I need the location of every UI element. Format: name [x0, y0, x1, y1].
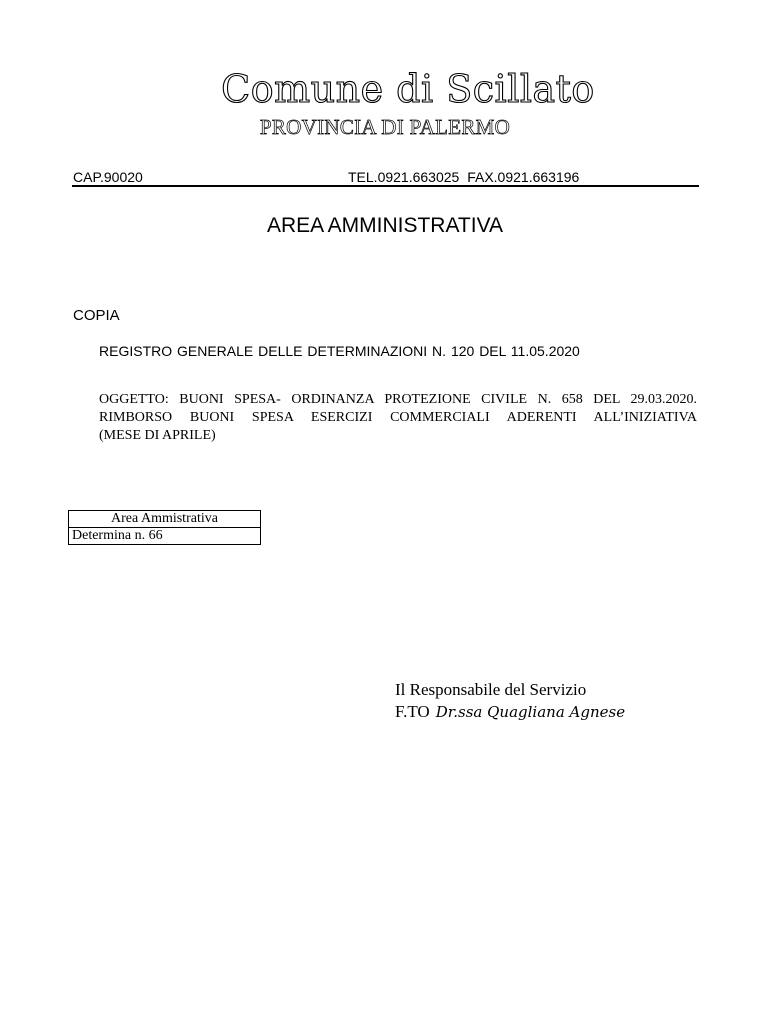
signatory-name: Dr.ssa Quagliana Agnese [435, 703, 626, 721]
subject-line-1: OGGETTO: BUONI SPESA- ORDINANZA PROTEZIONE CIVILE N. 658 DEL 29.03.2020. [99, 392, 697, 407]
stamp-area: Area Ammistrativa [69, 511, 261, 528]
copy-label: COPIA [73, 307, 120, 324]
signature-prefix: F.TO [395, 702, 430, 721]
municipality-title: Comune di Scillato [221, 67, 595, 111]
subject-line-3: (MESE DI APRILE) [99, 428, 216, 443]
postal-code: CAP.90020 [73, 169, 143, 185]
subject-line-2: RIMBORSO BUONI SPESA ESERCIZI COMMERCIALI ADERENTI ALL’INIZIATIVA [99, 410, 697, 425]
registry-reference: REGISTRO GENERALE DELLE DETERMINAZIONI N. 120 DEL 11.05.2020 [99, 343, 580, 359]
province-name: PROVINCIA DI PALERMO [259, 115, 511, 139]
phone-fax: TEL.0921.663025 FAX.0921.663196 [348, 169, 580, 185]
signature-line [395, 702, 625, 722]
determination-stamp [68, 510, 261, 545]
header-divider [72, 185, 699, 187]
stamp-determina-number: Determina n. 66 [69, 528, 261, 545]
subject-block [99, 391, 697, 445]
area-heading: AREA AMMINISTRATIVA [266, 214, 504, 237]
signature-role: Il Responsabile del Servizio [395, 680, 587, 699]
